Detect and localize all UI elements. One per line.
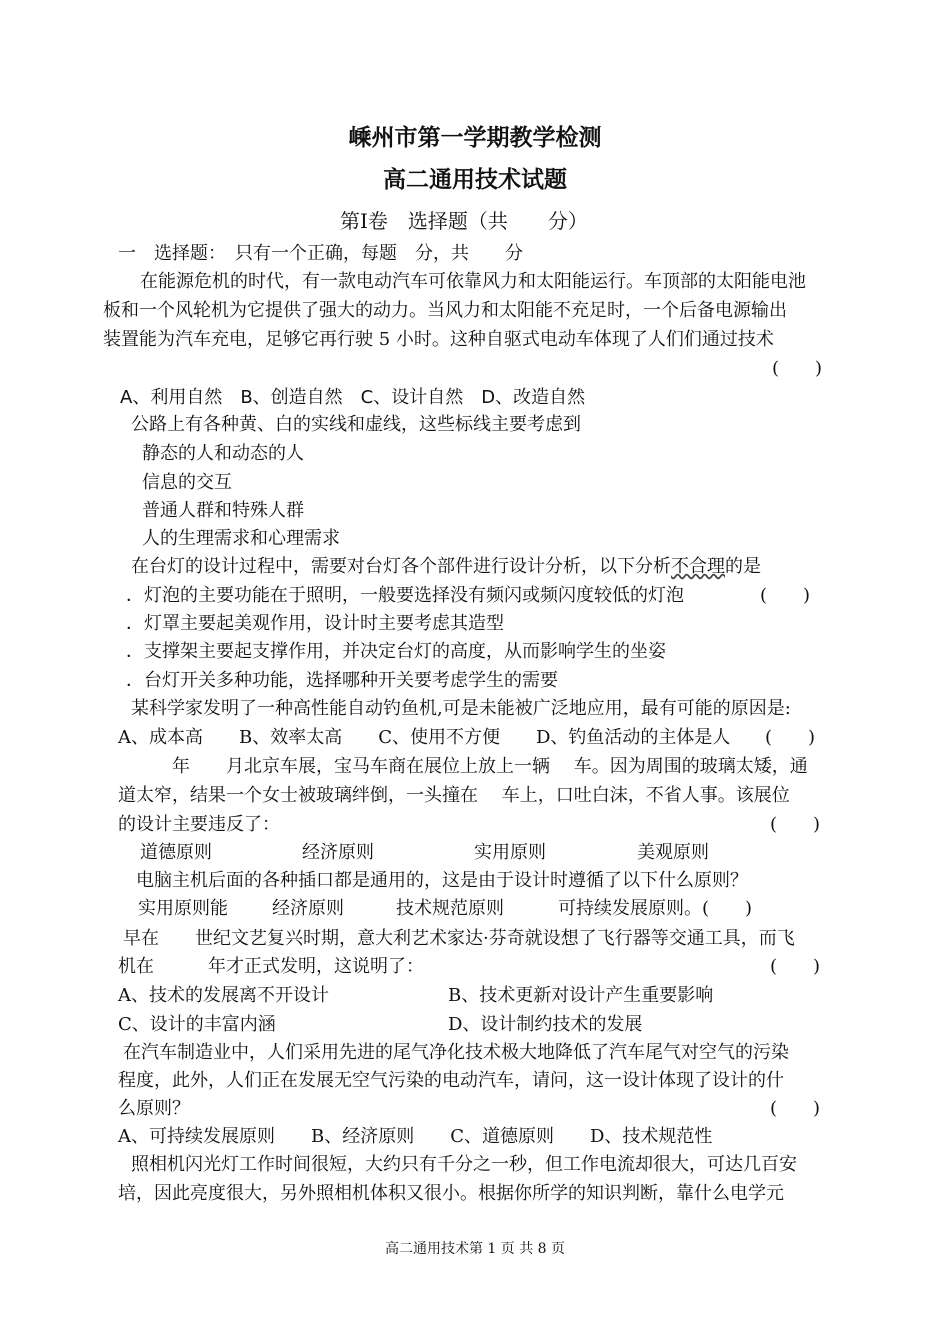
q7-option-b: B、技术更新对设计产生重要影响 bbox=[448, 985, 714, 1006]
q7-option-c: C、设计的丰富内涵 bbox=[118, 1014, 276, 1035]
q4-options: A、成本高 B、效率太高 C、使用不方便 D、钓鱼活动的主体是人 bbox=[118, 727, 731, 748]
page-footer: 高二通用技术第 1 页 共 8 页 bbox=[384, 1241, 566, 1257]
q1-line3: 装置能为汽车充电，足够它再行驶 5 小时。这种自驱式电动车体现了人们们通过技术 bbox=[103, 329, 774, 350]
q5-option-b: 经济原则 bbox=[302, 842, 374, 863]
q6-option-b: 经济原则 bbox=[272, 898, 344, 919]
q7-option-a: A、技术的发展离不开设计 bbox=[118, 985, 329, 1006]
q7-line1: 早在 世纪文艺复兴时期，意大利艺术家达·芬奇就设想了飞行器等交通工具，而飞 bbox=[123, 928, 795, 949]
exam-title: 嵊州市第一学期教学检测 bbox=[348, 124, 602, 151]
q5-line1: 年 月北京车展，宝马车商在展位上放上一辆 车。因为周围的玻璃太矮，通 bbox=[172, 756, 808, 777]
q8-line3: 么原则？ bbox=[118, 1098, 190, 1119]
q2-option-b: 信息的交互 bbox=[142, 472, 232, 493]
q3-stem-post: 的是 bbox=[725, 556, 761, 577]
q2-option-c: 普通人群和特殊人群 bbox=[142, 500, 304, 521]
q8-options: A、可持续发展原则 B、经济原则 C、道德原则 D、技术规范性 bbox=[118, 1126, 713, 1147]
q3-option-c: ．支撑架主要起支撑作用，并决定台灯的高度，从而影响学生的坐姿 bbox=[126, 641, 666, 662]
q2-stem: 公路上有各种黄、白的实线和虚线，这些标线主要考虑到 bbox=[131, 414, 581, 435]
q3-option-a: ．灯泡的主要功能在于照明，一般要选择没有频闪或频闪度较低的灯泡 bbox=[126, 585, 684, 606]
q6-option-c: 技术规范原则 bbox=[396, 898, 504, 919]
q2-option-a: 静态的人和动态的人 bbox=[142, 443, 304, 464]
q8-line1: 在汽车制造业中，人们采用先进的尾气净化技术极大地降低了汽车尾气对空气的污染 bbox=[123, 1042, 789, 1063]
q8-answer-bracket: ( ) bbox=[770, 1098, 821, 1119]
q7-line2: 机在 年才正式发明，这说明了： bbox=[118, 956, 424, 977]
q2-option-d: 人的生理需求和心理需求 bbox=[142, 528, 340, 549]
q4-answer-bracket: ( ) bbox=[765, 727, 816, 748]
q5-option-d: 美观原则 bbox=[637, 842, 709, 863]
q5-answer-bracket: ( ) bbox=[770, 814, 821, 835]
q5-line3: 的设计主要违反了： bbox=[118, 814, 280, 835]
q3-stem bbox=[131, 555, 761, 579]
q5-line2: 道太窄，结果一个女士被玻璃绊倒，一头撞在 车上，口吐白沫，不省人事。该展位 bbox=[118, 785, 790, 806]
q3-stem-pre: 在台灯的设计过程中，需要对台灯各个部件进行设计分析，以下分析 bbox=[131, 556, 671, 577]
section-heading: 第Ⅰ卷 选择题（共 分） bbox=[340, 209, 588, 233]
q9-line1: 照相机闪光灯工作时间很短，大约只有千分之一秒，但工作电流却很大，可达几百安 bbox=[131, 1154, 797, 1175]
section-instruction: 一 选择题： 只有一个正确，每题 分，共 分 bbox=[118, 243, 523, 264]
q3-option-b: ．灯罩主要起美观作用，设计时主要考虑其造型 bbox=[126, 613, 504, 634]
q1-line1: 在能源危机的时代，有一款电动汽车可依靠风力和太阳能运行。车顶部的太阳能电池 bbox=[140, 271, 806, 292]
q7-option-d: D、设计制约技术的发展 bbox=[448, 1014, 643, 1035]
q1-answer-bracket: ( ) bbox=[772, 358, 823, 379]
q1-options: A、利用自然 B、创造自然 C、设计自然 D、改造自然 bbox=[120, 387, 586, 408]
q6-option-d: 可持续发展原则。( ) bbox=[558, 898, 753, 919]
q5-option-a: 道德原则 bbox=[140, 842, 212, 863]
q6-stem: 电脑主机后面的各种插口都是通用的，这是由于设计时遵循了以下什么原则？ bbox=[136, 870, 748, 891]
q8-line2: 程度，此外，人们正在发展无空气污染的电动汽车，请问，这一设计体现了设计的什 bbox=[118, 1070, 784, 1091]
exam-subtitle: 高二通用技术试题 bbox=[383, 166, 567, 193]
q3-option-d: ．台灯开关多种功能，选择哪种开关要考虑学生的需要 bbox=[126, 670, 558, 691]
q6-option-a: 实用原则能 bbox=[138, 898, 228, 919]
q3-answer-bracket: ( ) bbox=[760, 585, 811, 606]
q5-option-c: 实用原则 bbox=[474, 842, 546, 863]
q4-stem: 某科学家发明了一种高性能自动钓鱼机,可是未能被广泛地应用，最有可能的原因是: bbox=[131, 698, 791, 719]
q1-line2: 板和一个风轮机为它提供了强大的动力。当风力和太阳能不充足时，一个后备电源输出 bbox=[103, 300, 787, 321]
q7-answer-bracket: ( ) bbox=[770, 956, 821, 977]
q9-line2: 培，因此亮度很大，另外照相机体积又很小。根据你所学的知识判断，靠什么电学元 bbox=[118, 1183, 784, 1204]
q3-stem-emphasis: 不合理 bbox=[671, 556, 725, 577]
